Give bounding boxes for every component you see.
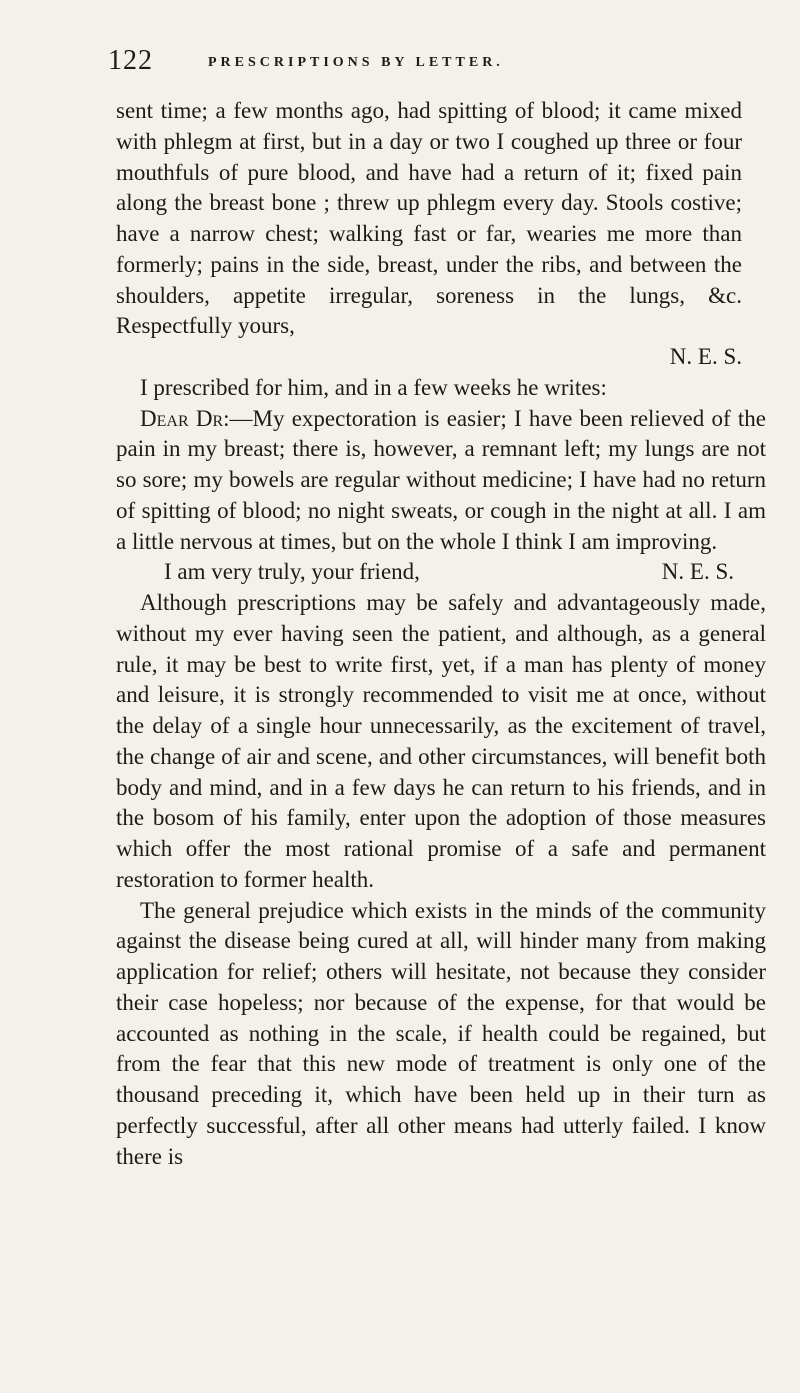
closing-text: I am very truly, your friend, [164, 559, 420, 585]
narrative-paragraph: I prescribed for him, and in a few weeks he writes: [140, 374, 607, 400]
letter-paragraph [116, 96, 766, 342]
page-header [108, 44, 766, 84]
signature: N. E. S. [661, 559, 734, 585]
reply-letter-paragraph [116, 404, 766, 558]
body-text [116, 96, 766, 1172]
page-number: 122 [108, 45, 153, 76]
signature: N. E. S. [669, 344, 742, 369]
body-paragraph: The general prejudice which exists in the minds of the community against the disease being cured at all, will hinder many from making application for relief; others will hesitate, not because they consider their case hopeless; nor because of the expense, for that would be accounted as nothing in the scale, if health could be regained, but from the fear that this new mode of treatment is only one of the thousand preceding it, which have been held up in their turn as perfectly successful, after all other means had utterly failed. I know there is [116, 897, 766, 1169]
letter-text: sent time; a few months ago, had spitting of blood; it came mixed with phlegm at first, but in a day or two I coughed up three or four mouthfuls of pure blood, and have had a return of it; fixed pain along the breast bone ; threw up phlegm every day. Stools costive; have a narrow chest; walking fast or far, wearies me more than formerly; pains in the side, breast, under the ribs, and between the shoulders, appetite irregular, soreness in the lungs, &c. Respectfully yours, [116, 98, 742, 339]
closing-line [116, 557, 766, 588]
running-head: PRESCRIPTIONS BY LETTER. [208, 55, 504, 70]
salutation: Dear Dr [140, 405, 224, 431]
signature-line [116, 342, 766, 373]
reply-letter-text: :—My expectoration is easier; I have been relieved of the pain in my breast; there is, however, a remnant left; my lungs are not so sore; my bowels are regular without medicine; I have had no return of spitting of blood; no night sweats, or cough in the night at all. I am a little nervous at times, but on the whole I think I am improving. [116, 405, 766, 554]
body-paragraph: Although prescriptions may be safely and advantageously made, without my ever having seen the patient, and although, as a general rule, it may be best to write first, yet, if a man has plenty of money and leisure, it is strongly recommended to visit me at once, without the delay of a single hour unnecessarily, as the excitement of travel, the change of air and scene, and other circumstances, will benefit both body and mind, and in a few days he can return to his friends, and in the bosom of his family, enter upon the adoption of those measures which offer the most rational promise of a safe and permanent restoration to former health. [116, 590, 766, 892]
